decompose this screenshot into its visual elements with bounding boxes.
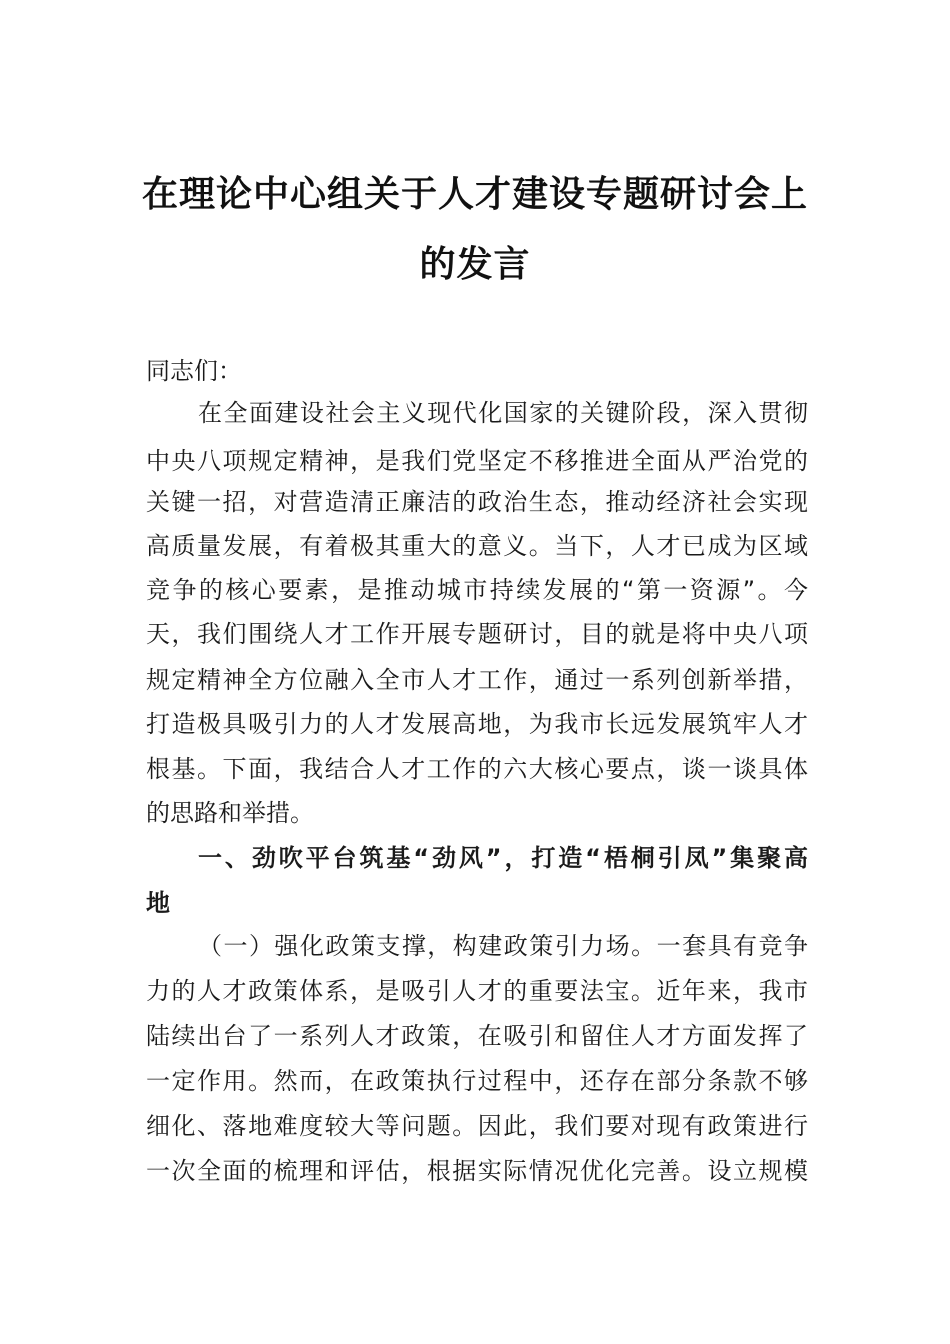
paragraph-line: 的思路和举措。: [146, 799, 314, 827]
paragraph-line: 陆续出台了一系列人才政策，在吸引和留住人才方面发挥了: [146, 1022, 808, 1050]
document-title-line-2: 的发言: [419, 243, 531, 285]
paragraph-line: 规定精神全方位融入全市人才工作，通过一系列创新举措，: [146, 666, 808, 694]
salutation: 同志们：: [146, 357, 242, 385]
paragraph-line: 打造极具吸引力的人才发展高地，为我市长远发展筑牢人才: [146, 710, 808, 738]
paragraph-line: 竞争的核心要素，是推动城市持续发展的“第一资源”。今: [146, 576, 808, 604]
paragraph-line: 高质量发展，有着极其重大的意义。当下，人才已成为区域: [146, 532, 808, 560]
paragraph-line: 关键一招，对营造清正廉洁的政治生态，推动经济社会实现: [146, 488, 808, 516]
paragraph-line: 一定作用。然而，在政策执行过程中，还存在部分条款不够: [146, 1067, 808, 1095]
paragraph-line: （一）强化政策支撑，构建政策引力场。一套具有竞争: [198, 932, 808, 960]
paragraph-line: 天，我们围绕人才工作开展专题研讨，目的就是将中央八项: [146, 620, 808, 648]
section-heading-line: 地: [146, 889, 170, 917]
document-title-line-1: 在理论中心组关于人才建设专题研讨会上: [141, 173, 808, 215]
paragraph-line: 在全面建设社会主义现代化国家的关键阶段，深入贯彻: [198, 399, 808, 427]
paragraph-line: 力的人才政策体系，是吸引人才的重要法宝。近年来，我市: [146, 977, 808, 1005]
paragraph-line: 细化、落地难度较大等问题。因此，我们要对现有政策进行: [146, 1112, 808, 1140]
paragraph-line: 根基。下面，我结合人才工作的六大核心要点，谈一谈具体: [146, 755, 808, 783]
paragraph-line: 一次全面的梳理和评估，根据实际情况优化完善。设立规模: [146, 1157, 808, 1185]
section-heading-line: 一、劲吹平台筑基“劲风”，打造“梧桐引凤”集聚高: [198, 844, 808, 872]
paragraph-line: 中央八项规定精神，是我们党坚定不移推进全面从严治党的: [146, 447, 808, 475]
